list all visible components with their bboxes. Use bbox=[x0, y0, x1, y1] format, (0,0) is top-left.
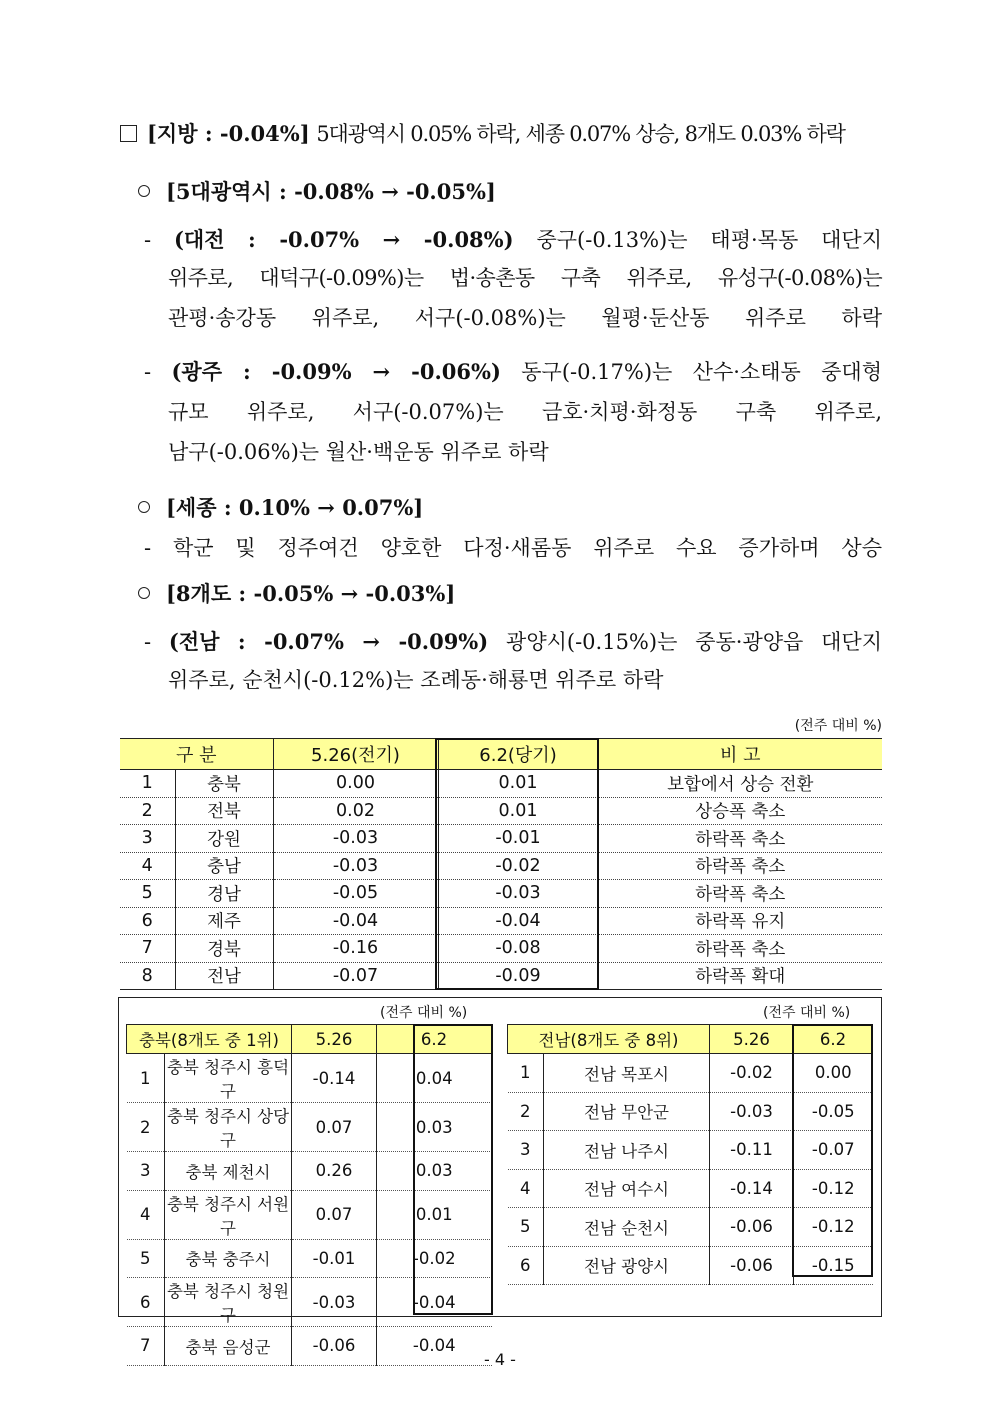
row-number: 6 bbox=[508, 1246, 544, 1285]
curr-value: 0.01 bbox=[377, 1190, 492, 1239]
curr-value: -0.03 bbox=[438, 880, 598, 908]
table-row bbox=[127, 1239, 492, 1278]
curr-value: 0.01 bbox=[438, 797, 598, 825]
prev-value: 0.26 bbox=[292, 1152, 377, 1191]
prev-value: -0.14 bbox=[710, 1169, 794, 1208]
note-cell: 하락폭 유지 bbox=[598, 907, 882, 935]
gwangju-text1: 동구(-0.17%)는 산수·소태동 중대형 bbox=[521, 360, 883, 384]
t3-col-prev: 5.26 bbox=[710, 1025, 794, 1054]
region-cell: 전남 순천시 bbox=[544, 1208, 710, 1247]
gwangju-line1: - (광주 : -0.09% → -0.06%) 동구(-0.17%)는 산수·소태동 중대형 bbox=[144, 359, 883, 384]
chungbuk-top-table bbox=[126, 1024, 492, 1366]
region-cell: 충북 충주시 bbox=[165, 1239, 292, 1278]
col-note: 비 고 bbox=[598, 739, 882, 770]
region-cell: 경남 bbox=[175, 880, 273, 908]
prev-value: -0.03 bbox=[710, 1092, 794, 1131]
note-cell: 하락폭 확대 bbox=[598, 962, 882, 990]
table-row bbox=[508, 1208, 873, 1247]
table3-unit: (전주 대비 %) bbox=[763, 1005, 851, 1021]
headline-rest: 5대광역시 0.05% 하락, 세종 0.07% 상승, 8개도 0.03% 하락 bbox=[316, 122, 845, 146]
metro-title: [5대광역시 : -0.08% → -0.05%] bbox=[166, 179, 496, 204]
table-row bbox=[508, 1131, 873, 1170]
table-row bbox=[127, 1054, 492, 1103]
daejeon-bold: (대전 : -0.07% → -0.08%) bbox=[174, 227, 514, 252]
curr-value: -0.15 bbox=[794, 1246, 873, 1285]
prev-value: -0.11 bbox=[710, 1131, 794, 1170]
sejong-line1: - 학군 및 정주여건 양호한 다정·새롬동 위주로 수요 증가하며 상승 bbox=[144, 536, 882, 560]
curr-value: 0.03 bbox=[377, 1103, 492, 1152]
table-row bbox=[120, 770, 882, 798]
daejeon-line3: 관평·송강동 위주로, 서구(-0.08%)는 월평·둔산동 위주로 하락 bbox=[168, 306, 882, 330]
region-cell: 충북 청주시 흥덕구 bbox=[165, 1054, 292, 1103]
prev-value: 0.02 bbox=[273, 797, 438, 825]
curr-value: 0.00 bbox=[794, 1054, 873, 1093]
t2-col-curr: 6.2 bbox=[377, 1025, 492, 1054]
prev-value: -0.01 bbox=[292, 1239, 377, 1278]
region-cell: 경북 bbox=[175, 935, 273, 963]
gwangju-line3: 남구(-0.06%)는 월산·백운동 위주로 하락 bbox=[168, 440, 549, 464]
jeonnam-text1: 광양시(-0.15%)는 중동·광양읍 대단지 bbox=[506, 630, 882, 654]
row-number: 2 bbox=[127, 1103, 165, 1152]
col-curr: 6.2(당기) bbox=[438, 739, 598, 770]
table-row bbox=[127, 1278, 492, 1327]
table-row bbox=[127, 1190, 492, 1239]
prev-value: -0.02 bbox=[710, 1054, 794, 1093]
row-number: 3 bbox=[120, 825, 175, 853]
row-number: 3 bbox=[508, 1131, 544, 1170]
sejong-heading bbox=[138, 492, 423, 522]
region-cell: 전남 광양시 bbox=[544, 1246, 710, 1285]
prev-value: -0.14 bbox=[292, 1054, 377, 1103]
jeonnam-bottom-table bbox=[507, 1024, 873, 1285]
region-cell: 전북 bbox=[175, 797, 273, 825]
table-row bbox=[120, 935, 882, 963]
col-category: 구 분 bbox=[120, 739, 273, 770]
table-row bbox=[508, 1092, 873, 1131]
row-number: 1 bbox=[508, 1054, 544, 1093]
row-number: 3 bbox=[127, 1152, 165, 1191]
region-cell: 전남 여수시 bbox=[544, 1169, 710, 1208]
row-number: 5 bbox=[127, 1239, 165, 1278]
col-prev: 5.26(전기) bbox=[273, 739, 438, 770]
row-number: 5 bbox=[120, 880, 175, 908]
row-number: 6 bbox=[120, 907, 175, 935]
jeonnam-bold: (전남 : -0.07% → -0.09%) bbox=[168, 629, 489, 654]
region-cell: 전남 무안군 bbox=[544, 1092, 710, 1131]
metro-heading bbox=[138, 176, 496, 206]
table-row bbox=[508, 1054, 873, 1093]
table-row bbox=[127, 1103, 492, 1152]
region-cell: 전남 나주시 bbox=[544, 1131, 710, 1170]
t3-col-curr: 6.2 bbox=[794, 1025, 873, 1054]
prev-value: -0.06 bbox=[710, 1246, 794, 1285]
row-number: 2 bbox=[508, 1092, 544, 1131]
curr-value: -0.09 bbox=[438, 962, 598, 990]
row-number: 1 bbox=[120, 770, 175, 798]
row-number: 7 bbox=[120, 935, 175, 963]
curr-value: -0.02 bbox=[377, 1239, 492, 1278]
circle-bullet-icon bbox=[138, 501, 150, 513]
curr-value: -0.04 bbox=[377, 1327, 492, 1366]
circle-bullet-icon bbox=[138, 185, 150, 197]
region-cell: 충북 청주시 청원구 bbox=[165, 1278, 292, 1327]
row-number: 1 bbox=[127, 1054, 165, 1103]
region-cell: 제주 bbox=[175, 907, 273, 935]
row-number: 6 bbox=[127, 1278, 165, 1327]
region-cell: 충북 청주시 서원구 bbox=[165, 1190, 292, 1239]
curr-value: -0.04 bbox=[377, 1278, 492, 1327]
prev-value: -0.03 bbox=[273, 825, 438, 853]
checkbox-square-icon bbox=[120, 125, 137, 142]
table-row bbox=[120, 797, 882, 825]
note-cell: 하락폭 축소 bbox=[598, 935, 882, 963]
daejeon-line2: 위주로, 대덕구(-0.09%)는 법·송촌동 구축 위주로, 유성구(-0.08%)는 bbox=[168, 266, 882, 290]
row-number: 7 bbox=[127, 1327, 165, 1366]
table-row bbox=[120, 907, 882, 935]
circle-bullet-icon bbox=[138, 587, 150, 599]
table-row bbox=[120, 825, 882, 853]
table-header-row bbox=[120, 739, 882, 770]
prev-value: -0.06 bbox=[710, 1208, 794, 1247]
table2-unit: (전주 대비 %) bbox=[380, 1005, 468, 1021]
table-row bbox=[508, 1246, 873, 1285]
region-cell: 충북 청주시 상당구 bbox=[165, 1103, 292, 1152]
prev-value: 0.07 bbox=[292, 1103, 377, 1152]
daejeon-text1: 중구(-0.13%)는 태평·목동 대단지 bbox=[536, 228, 882, 252]
table-row bbox=[127, 1152, 492, 1191]
region-cell: 전남 bbox=[175, 962, 273, 990]
prev-value: -0.07 bbox=[273, 962, 438, 990]
gwangju-line2: 규모 위주로, 서구(-0.07%)는 금호·치평·화정동 구축 위주로, bbox=[168, 400, 882, 424]
region-cell: 전남 목포시 bbox=[544, 1054, 710, 1093]
curr-value: -0.12 bbox=[794, 1208, 873, 1247]
note-cell: 하락폭 축소 bbox=[598, 880, 882, 908]
region-cell: 충북 음성군 bbox=[165, 1327, 292, 1366]
gwangju-bold: (광주 : -0.09% → -0.06%) bbox=[171, 359, 501, 384]
prev-value: -0.03 bbox=[273, 852, 438, 880]
row-number: 5 bbox=[508, 1208, 544, 1247]
t3-col-region: 전남(8개도 중 8위) bbox=[508, 1025, 710, 1054]
prev-value: -0.05 bbox=[273, 880, 438, 908]
prev-value: -0.03 bbox=[292, 1278, 377, 1327]
table-row bbox=[120, 880, 882, 908]
province-weekly-table bbox=[120, 738, 882, 990]
t2-col-region: 충북(8개도 중 1위) bbox=[127, 1025, 292, 1054]
curr-value: -0.04 bbox=[438, 907, 598, 935]
daejeon-line1: - (대전 : -0.07% → -0.08%) 중구(-0.13%)는 태평·목동 대단지 bbox=[144, 227, 882, 252]
curr-value: 0.01 bbox=[438, 770, 598, 798]
provinces-heading bbox=[138, 578, 455, 608]
sejong-title: [세종 : 0.10% → 0.07%] bbox=[166, 495, 424, 520]
prev-value: -0.16 bbox=[273, 935, 438, 963]
region-cell: 충남 bbox=[175, 852, 273, 880]
page-number: - 4 - bbox=[484, 1350, 516, 1369]
curr-value: 0.04 bbox=[377, 1054, 492, 1103]
row-number: 4 bbox=[120, 852, 175, 880]
table1-unit: (전주 대비 %) bbox=[794, 718, 882, 734]
table-row bbox=[120, 962, 882, 990]
prev-value: 0.00 bbox=[273, 770, 438, 798]
curr-value: -0.05 bbox=[794, 1092, 873, 1131]
section-headline bbox=[120, 118, 845, 148]
curr-value: -0.12 bbox=[794, 1169, 873, 1208]
table-row bbox=[120, 852, 882, 880]
note-cell: 보합에서 상승 전환 bbox=[598, 770, 882, 798]
prev-value: -0.06 bbox=[292, 1327, 377, 1366]
headline-bold: [지방 : -0.04%] bbox=[147, 121, 310, 146]
region-cell: 충북 bbox=[175, 770, 273, 798]
jeonnam-line2: 위주로, 순천시(-0.12%)는 조례동·해룡면 위주로 하락 bbox=[168, 668, 664, 692]
curr-value: -0.07 bbox=[794, 1131, 873, 1170]
curr-value: 0.03 bbox=[377, 1152, 492, 1191]
row-number: 4 bbox=[508, 1169, 544, 1208]
note-cell: 상승폭 축소 bbox=[598, 797, 882, 825]
t2-col-prev: 5.26 bbox=[292, 1025, 377, 1054]
prev-value: 0.07 bbox=[292, 1190, 377, 1239]
row-number: 8 bbox=[120, 962, 175, 990]
curr-value: -0.02 bbox=[438, 852, 598, 880]
prev-value: -0.04 bbox=[273, 907, 438, 935]
note-cell: 하락폭 축소 bbox=[598, 825, 882, 853]
jeonnam-line1: - (전남 : -0.07% → -0.09%) 광양시(-0.15%)는 중동·광양읍 대단지 bbox=[144, 629, 882, 654]
table-row bbox=[508, 1169, 873, 1208]
note-cell: 하락폭 축소 bbox=[598, 852, 882, 880]
curr-value: -0.08 bbox=[438, 935, 598, 963]
row-number: 4 bbox=[127, 1190, 165, 1239]
region-cell: 충북 제천시 bbox=[165, 1152, 292, 1191]
provinces-title: [8개도 : -0.05% → -0.03%] bbox=[166, 581, 456, 606]
region-cell: 강원 bbox=[175, 825, 273, 853]
curr-value: -0.01 bbox=[438, 825, 598, 853]
row-number: 2 bbox=[120, 797, 175, 825]
